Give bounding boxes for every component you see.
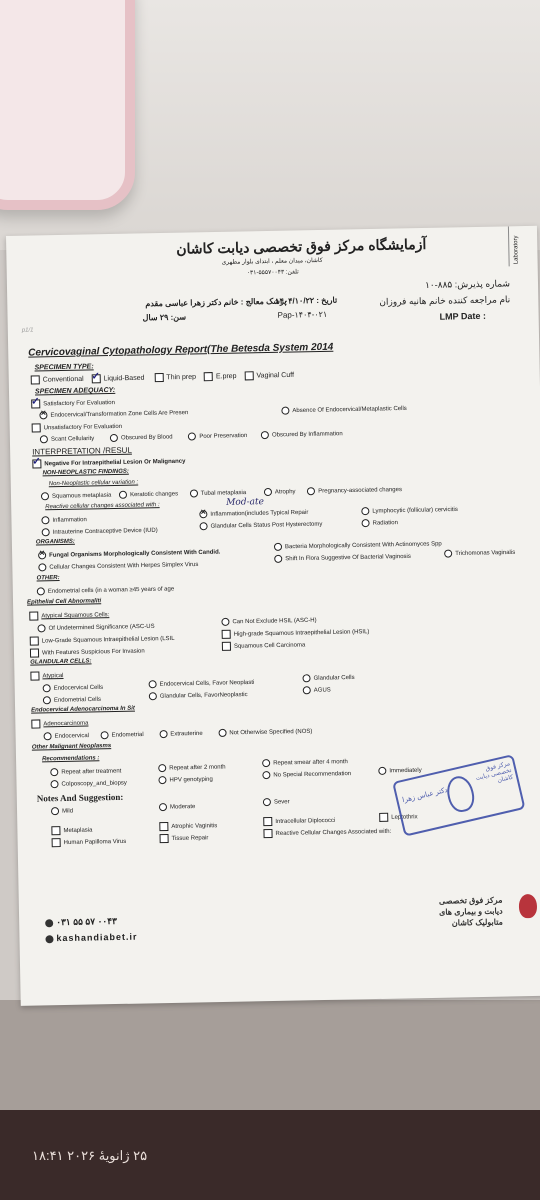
specimen-type-heading: SPECIMEN TYPE:	[34, 363, 94, 372]
radio-no-special[interactable]	[262, 771, 270, 779]
lymphocytic-label: Lymphocytic (follicular) cervicitis	[372, 506, 458, 515]
sever-label: Sever	[273, 799, 290, 806]
nncv-heading: Non-Neoplastic cellular variation :	[48, 479, 139, 488]
page-mark: p1/1	[21, 327, 34, 334]
tz-present-label: Endocervical/Transformation Zone Cells Are Presen	[50, 410, 189, 419]
inflammation-label: Inflammation	[52, 517, 87, 524]
atrophic-label: Atrophic Vaginitis	[171, 823, 218, 831]
agus-label: AGUS	[313, 687, 331, 694]
lab-title: آزمایشگاه مرکز فوق تخصصی دیابت کاشان	[176, 235, 427, 257]
radio-repeat-4month[interactable]	[262, 759, 270, 767]
option-label: Liquid-Based	[103, 374, 145, 383]
atypical-label: Atypical	[42, 673, 64, 680]
radio-endometrial2[interactable]	[101, 731, 109, 739]
option-label: Thin prep	[166, 373, 197, 382]
photo-timestamp: ۲۵ ژانویهٔ ۲۰۲۶ ۱۸:۴۱	[32, 1148, 148, 1163]
repeat-4month-label: Repeat smear after 4 month	[273, 759, 348, 767]
other-neoplasms-heading: Other Malignant Neoplasms	[31, 743, 112, 751]
checkbox-satisfactory[interactable]	[31, 399, 40, 408]
radio-glandular-post[interactable]	[200, 522, 208, 530]
radio-glandular-neo[interactable]	[149, 692, 157, 700]
endometrial2-label: Endometrial	[111, 732, 144, 739]
footer-phone: ۰۳۱ ۵۵ ۵۷ ۰۰۴۳	[56, 915, 117, 928]
glandular-neo-label: Glandular Cells, FavorNeoplastic	[159, 692, 248, 700]
lsil-label: Low-Grade Squamous Intraepithelial Lesion (LSIL	[41, 635, 175, 645]
checkbox-hpv-virus[interactable]	[52, 838, 61, 847]
unsatisfactory-label: Unsatisfactory For Evaluation	[43, 423, 123, 432]
radio-endocervical[interactable]	[44, 732, 52, 740]
endocervical-label: Endocervical	[54, 733, 90, 740]
radio-endometrial-cells[interactable]	[43, 696, 51, 704]
lab-phone: تلفن: ۵۵۵۷۰۰۴۳-۰۳۱	[246, 269, 299, 277]
laboratory-logo-icon	[508, 226, 532, 266]
option-label: E.prep	[215, 372, 237, 381]
herpes-label: Cellular Changes Consistent With Herpes Simplex Virus	[49, 561, 199, 571]
patient-name: نام مراجعه کننده خانم هانیه فروزان	[379, 294, 511, 307]
hsil-label: High-grade Squamous Intraepithelial Lesion (HSIL)	[233, 629, 370, 638]
radio-inflammation[interactable]	[41, 516, 49, 524]
checkbox-hsil[interactable]	[222, 630, 231, 639]
checkbox-liquid-based[interactable]	[92, 374, 101, 383]
radio-tz-present[interactable]	[39, 411, 47, 419]
endocervical-neo-label: Endocervical Cells, Favor Neoplasti	[159, 679, 255, 688]
checkbox-tissue-repair[interactable]	[160, 834, 169, 843]
squamous-metaplasia-label: Squamous metaplasia	[51, 492, 112, 500]
checkbox-reactive-assoc[interactable]	[263, 829, 272, 838]
handwritten-note: Mod-ate	[226, 497, 265, 508]
logo-line-1: مرکز فوق تخصصی	[438, 895, 503, 906]
metaplasia-label: Metaplasia	[63, 827, 93, 835]
radio-absence[interactable]	[281, 407, 289, 415]
radio-keratotic[interactable]	[119, 491, 127, 499]
radio-poor[interactable]	[188, 432, 196, 440]
report-title: Cervicovaginal Cytopathology Report(The Betesda System 2014	[28, 341, 334, 359]
pregnancy-label: Pregnancy-associated changes	[318, 487, 402, 495]
glandular-post-label: Glandular Cells Status Post Hysterectomy	[210, 521, 323, 530]
radio-ascus[interactable]	[37, 624, 45, 632]
clinic-logo-icon	[519, 894, 537, 918]
diplococci-label: Intracellular Diplococci	[275, 817, 336, 826]
radio-mild[interactable]	[51, 807, 59, 815]
organisms-heading: ORGANISMS:	[35, 538, 75, 546]
radio-glandular-cells[interactable]	[302, 674, 310, 682]
asch-label: Can Not Exclude HSIL (ASC-H)	[232, 617, 317, 626]
mild-label: Mild	[62, 808, 74, 815]
checkbox-vaginal-cuff[interactable]	[244, 371, 253, 380]
ascus-label: Of Undetermined Significance (ASC-US	[48, 623, 155, 632]
leptothrix-label: Leptothrix	[391, 814, 418, 821]
radio-endocervical-neo[interactable]	[149, 680, 157, 688]
checkbox-scc[interactable]	[222, 642, 231, 651]
radio-hpv[interactable]	[158, 776, 166, 784]
colposcopy-label: Colposcopy_and_biopsy	[61, 780, 127, 788]
keratotic-label: Keratotic changes	[129, 491, 179, 499]
repeat-treatment-label: Repeat after treatment	[61, 768, 122, 776]
tubal-label: Tubal metaplasia	[200, 490, 247, 497]
checkbox-lsil[interactable]	[30, 636, 39, 645]
radio-endometrial[interactable]	[37, 587, 45, 595]
trichomonas-label: Trichomonas Vaginalis	[455, 549, 516, 558]
obscured-inflam-label: Obscured By Inflammation	[271, 431, 343, 439]
no-special-label: No Special Recommendation	[273, 771, 352, 779]
radio-moderate[interactable]	[159, 803, 167, 811]
lab-address: کاشان، میدان معلم ، ابتدای بلوار مطهری	[221, 257, 323, 266]
radio-squamous-metaplasia[interactable]	[41, 492, 49, 500]
negative-label: Negative For Intraepithelial Lesion Or Malignancy	[44, 458, 186, 468]
radio-iud[interactable]	[42, 528, 50, 536]
report-date: تاریخ : ۱۴۰۴/۱۰/۲۲	[275, 295, 338, 306]
radio-inflam-typical[interactable]	[199, 510, 207, 518]
endocervical-cells-label: Endocervical Cells	[53, 684, 104, 692]
laboratory-tag: Laboratory	[513, 235, 520, 265]
repeat-2month-label: Repeat after 2 month	[169, 764, 226, 772]
features-invasion-label: With Features Suspicious For Invasion	[41, 648, 145, 657]
moderate-label: Moderate	[169, 804, 196, 811]
pap-code: Pap-۱۴۰۴-۰۲۱	[277, 309, 328, 320]
atrophy-label: Atrophy	[274, 489, 296, 496]
phone-icon	[45, 919, 53, 927]
checkbox-negative[interactable]	[32, 459, 41, 468]
checkbox-thin-prep[interactable]	[154, 373, 163, 382]
inflam-typical-label: Inflammation(includes Typical Repair	[210, 509, 309, 518]
checkbox-metaplasia[interactable]	[51, 826, 60, 835]
hpv-label: HPV genotyping	[169, 776, 213, 784]
radio-colposcopy[interactable]	[50, 780, 58, 788]
specimen-type-row	[31, 370, 294, 384]
epithelial-heading: Epithelial Cell Abnormaliti	[26, 598, 102, 606]
globe-icon	[45, 935, 53, 943]
radio-extrauterine[interactable]	[159, 730, 167, 738]
radio-sever[interactable]	[263, 798, 271, 806]
radio-bacteria[interactable]	[274, 543, 282, 551]
radio-nos[interactable]	[218, 729, 226, 737]
interpretation-heading: INTERPRETATION /RESUL	[32, 445, 132, 457]
radio-radiation[interactable]	[362, 519, 370, 527]
radio-pregnancy[interactable]	[307, 487, 315, 495]
nos-label: Not Otherwise Specified (NOS)	[229, 728, 313, 737]
doctor-name: پزشک معالج : خانم دکتر زهرا عباسی مقدم	[145, 296, 287, 309]
footer-website[interactable]: kashandiabet.ir	[56, 931, 138, 944]
glandular-cells-label: Glandular Cells	[313, 674, 355, 682]
obscured-blood-label: Obscured By Blood	[120, 434, 173, 442]
fungal-label: Fungal Organisms Morphologically Consistent With Candid.	[49, 549, 221, 559]
nnf-heading: NON-NEOPLASTIC FINDINGS:	[42, 468, 129, 477]
checkbox-adenocarcinoma[interactable]	[31, 719, 40, 728]
radio-repeat-treatment[interactable]	[50, 768, 58, 776]
radio-atrophy[interactable]	[264, 488, 272, 496]
radio-repeat-2month[interactable]	[158, 764, 166, 772]
checkbox-atrophic[interactable]	[159, 822, 168, 831]
adequacy-heading: SPECIMEN ADEQUACY:	[34, 386, 116, 396]
poor-label: Poor Preservation	[199, 432, 248, 440]
scant-label: Scant Cellularity	[50, 435, 95, 443]
shift-flora-label: Shift In Flora Suggestive Of Bacterial Vaginosis	[285, 553, 411, 563]
radio-immediately[interactable]	[378, 767, 386, 775]
radio-endocervical-cells[interactable]	[43, 684, 51, 692]
tissue-repair-label: Tissue Repair	[171, 835, 209, 843]
radio-herpes[interactable]	[38, 563, 46, 571]
iud-label: Intrauterine Contraceptive Device (IUD)	[52, 527, 158, 536]
checkbox-diplococci[interactable]	[263, 817, 272, 826]
bacteria-label: Bacteria Morphologically Consistent With Actinomyces Spp	[284, 541, 442, 551]
radio-lymphocytic[interactable]	[361, 507, 369, 515]
checkbox-e-prep[interactable]	[204, 372, 213, 381]
hpv-virus-label: Human Papilloma Virus	[63, 838, 127, 847]
checkbox-features-invasion[interactable]	[30, 648, 39, 657]
checkbox-atypical-squamous[interactable]	[29, 611, 38, 620]
other-heading: OTHER:	[36, 575, 60, 582]
glandular-heading: GLANDULAR CELLS:	[30, 658, 92, 666]
radio-obscured-inflam[interactable]	[261, 431, 269, 439]
endometrial-label: Endometrial cells (in a woman ≥45 years of age	[47, 586, 175, 595]
scc-label: Squamous Cell Carcinoma	[233, 642, 306, 650]
immediately-label: Immediately	[389, 767, 422, 775]
checkbox-leptothrix[interactable]	[379, 813, 388, 822]
atypical-squamous-label: Atypical Squamous Cells:	[41, 612, 110, 620]
option-label: Conventional	[42, 375, 84, 384]
radiation-label: Radiation	[372, 520, 399, 527]
reception-number: شماره پذیرش: ۸۸۵-۱۰	[424, 278, 511, 290]
checkbox-conventional[interactable]	[31, 375, 40, 384]
radio-agus[interactable]	[303, 686, 311, 694]
radio-obscured-blood[interactable]	[110, 434, 118, 442]
pink-tablet-object	[0, 0, 135, 210]
stamp-text-1: دکتر عباس زهرا	[401, 786, 449, 805]
radio-fungal[interactable]	[38, 551, 46, 559]
absence-label: Absence Of Endocervical/Metaplastic Cells	[292, 405, 407, 415]
lmp-date: LMP Date :	[439, 310, 487, 322]
lab-report-paper	[6, 226, 540, 1006]
radio-shift-flora[interactable]	[274, 555, 282, 563]
satisfactory-label: Satisfactory For Evaluation	[43, 400, 115, 408]
reactive-heading: Reactive cellular changes associated with :	[45, 502, 160, 511]
radio-asch[interactable]	[221, 618, 229, 626]
radio-trichomonas[interactable]	[444, 549, 452, 557]
checkbox-atypical[interactable]	[30, 671, 39, 680]
logo-line-3: متابولیک کاشان	[451, 917, 503, 928]
checkbox-unsatisfactory[interactable]	[32, 423, 41, 432]
option-label: Vaginal Cuff	[256, 371, 295, 380]
adeno-heading: Endocervical Adenocarcinoma In Sit	[31, 705, 135, 714]
recommendations-heading: Recommendations :	[41, 755, 100, 763]
stamp-text-2: مرکز فوق تخصصی دیابت کاشان	[475, 761, 514, 785]
extrauterine-label: Extrauterine	[170, 730, 203, 738]
logo-line-2: دیابت و بیماری های	[438, 906, 503, 917]
reactive-assoc-label: Reactive Cellular Changes Associated with:	[275, 828, 392, 838]
footer-logo-text	[439, 895, 503, 929]
notes-heading: Notes And Suggestion:	[36, 791, 124, 804]
radio-scant[interactable]	[40, 435, 48, 443]
adenocarcinoma-label: Adenocarcinoma	[43, 720, 89, 728]
patient-age: سن: ۲۹ سال	[142, 312, 187, 323]
radio-tubal[interactable]	[190, 489, 198, 497]
endometrial-cells-label: Endometrial Cells	[53, 696, 102, 704]
